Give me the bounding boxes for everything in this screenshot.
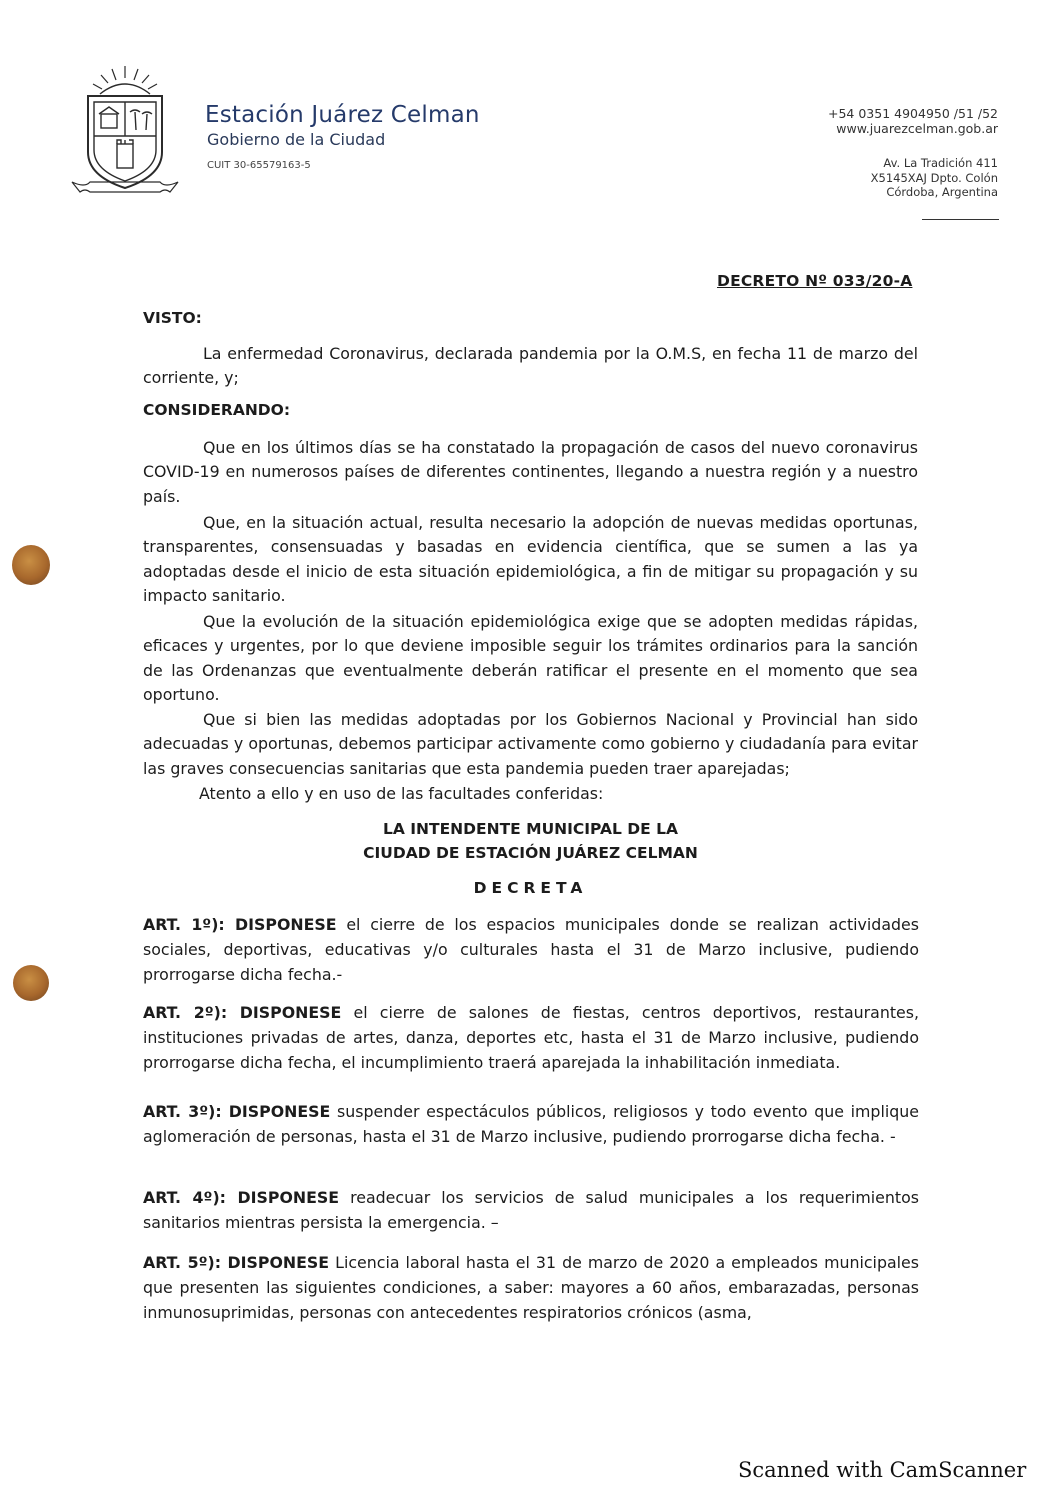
scanner-watermark: Scanned with CamScanner	[738, 1458, 1027, 1482]
considerando-heading: CONSIDERANDO:	[143, 401, 291, 419]
contact-block	[828, 106, 998, 136]
article-3	[143, 1100, 919, 1150]
website: www.juarezcelman.gob.ar	[836, 121, 998, 136]
address-line-2: X5145XAJ Dpto. Colón	[870, 170, 998, 185]
municipal-crest-logo	[70, 64, 180, 200]
tax-id: CUIT 30-65579163-5	[207, 160, 311, 171]
org-name: Estación Juárez Celman	[205, 102, 480, 128]
authority-title	[143, 817, 918, 865]
visto-paragraph: La enfermedad Coronavirus, declarada pandemia por la O.M.S, en fecha 11 de marzo del corriente, y;	[143, 344, 918, 388]
article-5	[143, 1251, 919, 1325]
article-1-text: el cierre de los espacios municipales donde se realizan actividades sociales, deportivas, educativas y/o culturales hasta el 31 de Marzo inclusive, pudiendo prorrogarse dicha fecha.-	[143, 915, 919, 984]
article-1	[143, 913, 919, 987]
article-5-label: ART. 5º): DISPONESE	[143, 1253, 330, 1272]
org-subtitle: Gobierno de la Ciudad	[207, 130, 386, 149]
article-1-label: ART. 1º): DISPONESE	[143, 915, 337, 934]
address-block	[871, 156, 998, 200]
address-line-1: Av. La Tradición 411	[883, 156, 998, 170]
punch-hole-mark	[13, 965, 49, 1001]
authority-line-1: LA INTENDENTE MUNICIPAL DE LA	[383, 820, 678, 838]
article-5-text: Licencia laboral hasta el 31 de marzo de 2020 a empleados municipales que presenten las siguientes condiciones, a saber: mayores a 60 años, embarazadas, personas inmunosuprimidas, personas con antecedentes respiratorios crónicos (asma,	[143, 1253, 919, 1322]
article-4	[143, 1186, 919, 1236]
header-divider	[922, 219, 999, 220]
phone-number: +54 0351 4904950 /51 /52	[828, 106, 998, 121]
authority-line-2: CIUDAD DE ESTACIÓN JUÁREZ CELMAN	[363, 844, 698, 862]
article-4-text: readecuar los servicios de salud municipales a los requerimientos sanitarios mientras persista la emergencia. –	[143, 1188, 919, 1232]
decreta-heading: DECRETA	[473, 879, 588, 897]
considerando-paragraph-5: Atento a ello y en uso de las facultades conferidas:	[199, 784, 604, 803]
considerando-paragraph-1: Que en los últimos días se ha constatado la propagación de casos del nuevo coronavirus COVID-19 en numerosos países de diferentes continentes, llegando a nuestra región y a nuestro país.	[143, 438, 918, 506]
considerando-paragraph-3: Que la evolución de la situación epidemiológica exige que se adopten medidas rápidas, eficaces y urgentes, por lo que deviene imposible seguir los trámites ordinarios para la sanción de las Ordenanzas que eventualmente deberán ratificar el presente en el momento que sea oportuno.	[143, 612, 918, 705]
address-line-3: Córdoba, Argentina	[886, 185, 998, 199]
considerando-paragraph-2: Que, en la situación actual, resulta necesario la adopción de nuevas medidas oportunas, transparentes, consensuadas y basadas en evidencia científica, que se sumen a las ya adoptadas desde el inicio de esta situación epidemiológica, a fin de mitigar su propagación y su impacto sanitario.	[143, 513, 918, 606]
article-2-label: ART. 2º): DISPONESE	[143, 1003, 342, 1022]
visto-heading: VISTO:	[143, 309, 202, 327]
article-2	[143, 1001, 919, 1075]
article-3-label: ART. 3º): DISPONESE	[143, 1102, 331, 1121]
considerando-paragraph-4: Que si bien las medidas adoptadas por los Gobiernos Nacional y Provincial han sido adecuadas y oportunas, debemos participar activamente como gobierno y ciudadanía para evitar las graves consecuencias sanitarias que esta pandemia pueden traer aparejadas;	[143, 710, 918, 778]
punch-hole-mark	[12, 545, 50, 585]
decree-number: DECRETO Nº 033/20-A	[717, 272, 913, 290]
article-2-text: el cierre de salones de fiestas, centros deportivos, restaurantes, instituciones privadas de artes, danza, deportes etc, hasta el 31 de Marzo inclusive, pudiendo prorrogarse dicha fecha, el incumplimiento traerá aparejada la inhabilitación inmediata.	[143, 1003, 919, 1072]
article-3-text: suspender espectáculos públicos, religiosos y todo evento que implique aglomeración de personas, hasta el 31 de Marzo inclusive, pudiendo prorrogarse dicha fecha. -	[143, 1102, 919, 1146]
article-4-label: ART. 4º): DISPONESE	[143, 1188, 340, 1207]
